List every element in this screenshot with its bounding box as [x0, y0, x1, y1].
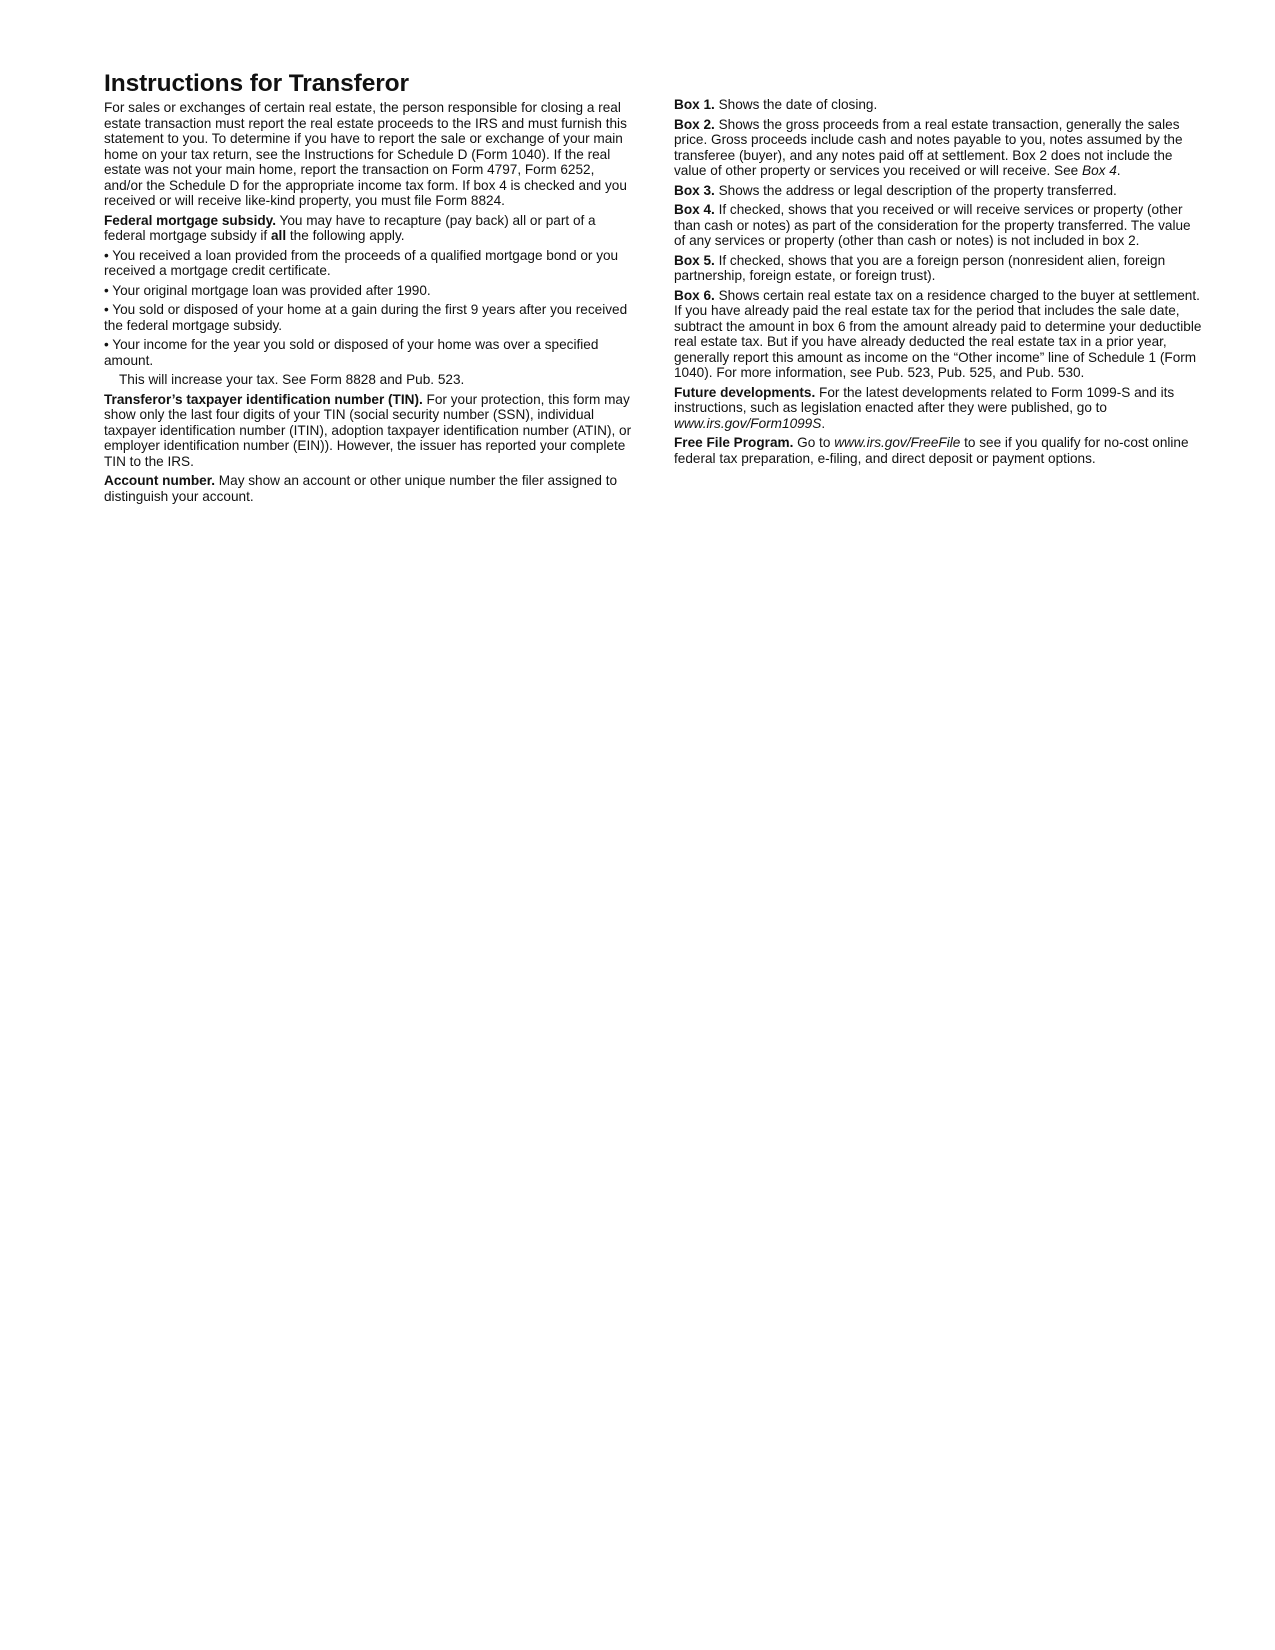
box1-text: Shows the date of closing. [714, 97, 878, 112]
box2-reference: Box 4 [1082, 163, 1117, 178]
box5-heading: Box 5. [674, 252, 715, 268]
federal-mortgage-subsidy-text: You may have to recapture (pay back) all or part of a federal mortgage subsidy if [104, 212, 596, 243]
tin-text: For your protection, this form may show only the last four digits of your TIN (social security number (SSN), individual taxpayer identification number (ITIN), adoption taxpayer identification number (ATIN), or employer identification number (EIN)). However, the issuer has reported your complete TIN to the IRS. [104, 391, 632, 469]
future-developments-text-end: . [821, 415, 826, 431]
future-developments-paragraph [674, 385, 1202, 432]
box5-text: If checked, shows that you are a foreign person (nonresident alien, foreign partnership, foreign estate, or foreign trust). [674, 252, 1166, 283]
federal-mortgage-subsidy-heading: Federal mortgage subsidy. [104, 212, 276, 228]
box2-text-end: . [1116, 163, 1121, 178]
box2-text: Shows the gross proceeds from a real estate transaction, generally the sales price. Gross proceeds include cash and notes payable to you, notes assumed by the transferee (buyer), and any notes paid off at settlement. Box 2 does not include the value of other property or services you received or will receive. See [674, 116, 1183, 178]
tax-increase-note: This will increase your tax. See Form 8828 and Pub. 523. [119, 372, 465, 387]
tin-heading: Transferor’s taxpayer identification number (TIN). [104, 391, 423, 407]
box6-paragraph [674, 288, 1202, 381]
box4-paragraph [674, 202, 1202, 249]
box6-heading: Box 6. [674, 287, 715, 303]
account-number-text: May show an account or other unique number the filer assigned to distinguish your account. [104, 473, 618, 504]
freefile-link[interactable]: www.irs.gov/FreeFile [834, 435, 961, 450]
federal-mortgage-subsidy-text-end: the following apply. [286, 228, 405, 243]
box5-paragraph [674, 253, 1202, 284]
right-column [674, 97, 1202, 470]
free-file-text: Go to [793, 435, 835, 450]
box2-paragraph [674, 117, 1202, 179]
left-column [104, 70, 632, 508]
intro-paragraph: For sales or exchanges of certain real estate, the person responsible for closing a real estate transaction must report the real estate proceeds to the IRS and must furnish this statement to you. To determine if you have to report the sale or exchange of your main home on your tax return, see the Instructions for Schedule D (Form 1040). If the real estate was not your main home, report the transaction on Form 4797, Form 6252, and/or the Schedule D for the appropriate income tax form. If box 4 is checked and you received or will receive like-kind property, you must file Form 8824. [104, 100, 627, 208]
bullet-item: • Your income for the year you sold or disposed of your home was over a specified amount. [104, 337, 599, 368]
box3-paragraph [674, 183, 1202, 199]
form1099s-link[interactable]: www.irs.gov/Form1099S [674, 415, 822, 431]
account-number-paragraph [104, 473, 632, 504]
federal-mortgage-subsidy-paragraph [104, 213, 632, 244]
box2-heading: Box 2. [674, 116, 715, 132]
free-file-paragraph [674, 435, 1202, 466]
tin-paragraph [104, 392, 632, 470]
box3-text: Shows the address or legal description of the property transferred. [714, 182, 1117, 198]
free-file-heading: Free File Program. [674, 435, 794, 450]
box3-heading: Box 3. [674, 182, 715, 198]
future-developments-heading: Future developments. [674, 384, 816, 400]
free-file-text-end: to see if you qualify for no-cost online federal tax preparation, e-filing, and direct deposit or payment options. [674, 435, 1189, 466]
bullet-item: • You received a loan provided from the proceeds of a qualified mortgage bond or you received a mortgage credit certificate. [104, 247, 619, 278]
box4-text: If checked, shows that you received or will receive services or property (other than cash or notes) as part of the consideration for the property transferred. The value of any services or property (other than cash or notes) is not included in box 2. [674, 202, 1191, 248]
bullet-item: • You sold or disposed of your home at a gain during the first 9 years after you received the federal mortgage subsidy. [104, 302, 628, 333]
federal-mortgage-subsidy-emphasis: all [271, 228, 287, 243]
account-number-heading: Account number. [104, 473, 216, 488]
future-developments-text: For the latest developments related to Form 1099-S and its instructions, such as legislation enacted after they were published, go to [674, 384, 1175, 415]
box6-text: Shows certain real estate tax on a residence charged to the buyer at settlement. If you have already paid the real estate tax for the period that includes the sale date, subtract the amount in box 6 from the amount already paid to determine your deductible real estate tax. But if you have already deducted the real estate tax in a prior year, generally report this amount as income on the “Other income” line of Schedule 1 (Form 1040). For more information, see Pub. 523, Pub. 525, and Pub. 530. [674, 287, 1202, 380]
box1-paragraph [674, 97, 1202, 113]
box4-heading: Box 4. [674, 202, 715, 217]
page-title: Instructions for Transferor [104, 70, 409, 97]
box1-heading: Box 1. [674, 97, 715, 112]
bullet-item: • Your original mortgage loan was provided after 1990. [104, 282, 431, 298]
